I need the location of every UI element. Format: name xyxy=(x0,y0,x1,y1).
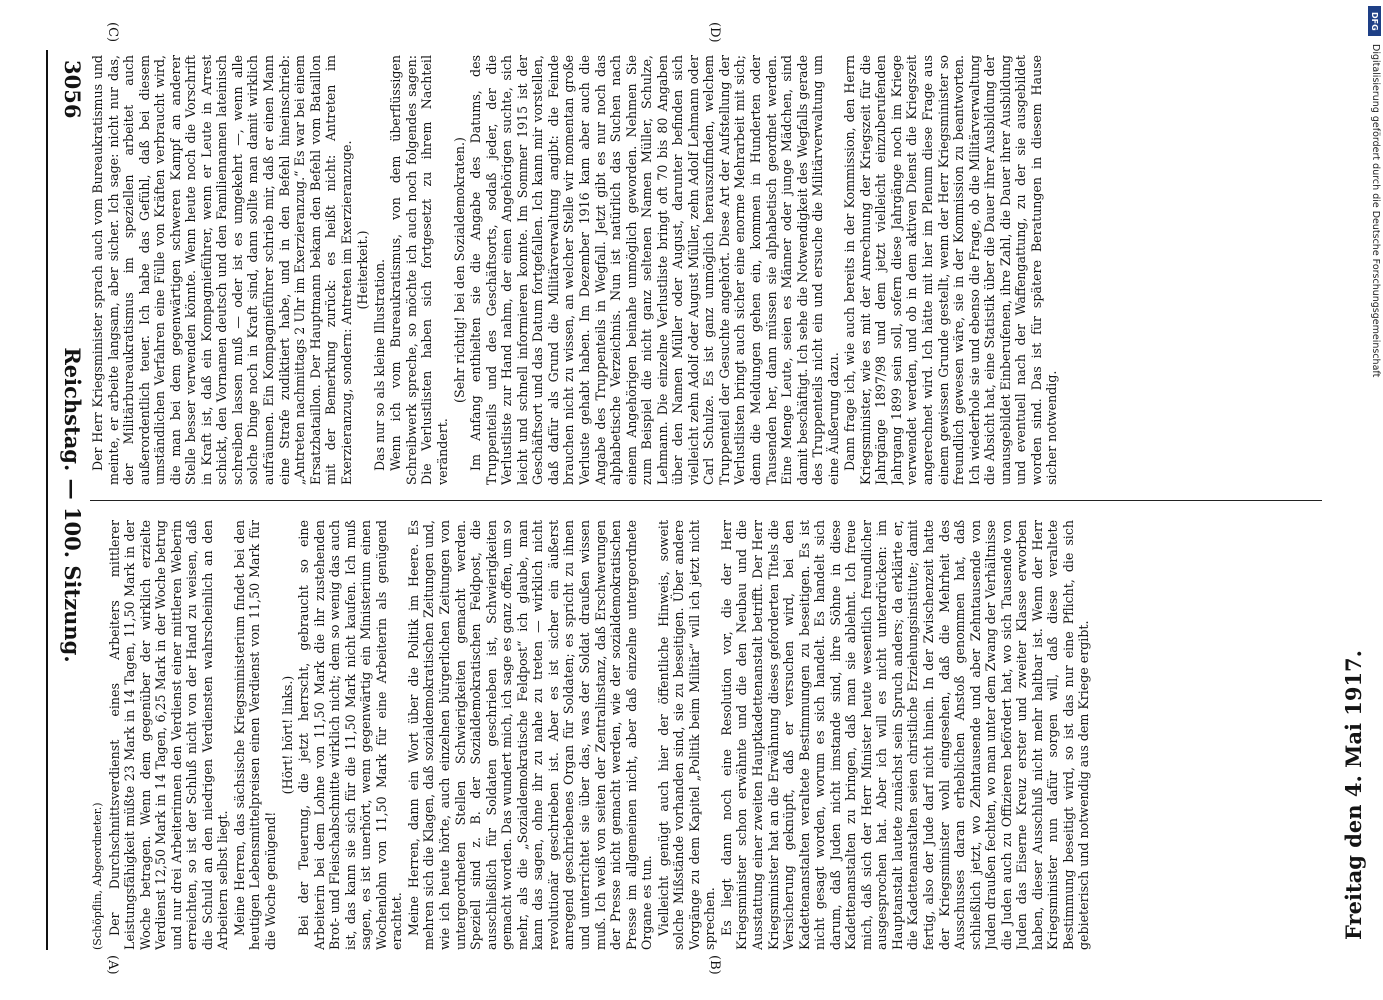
margin-marker-b: (B) xyxy=(707,955,722,975)
margin-marker-a: (A) xyxy=(105,955,120,975)
text-column-left xyxy=(90,520,1322,950)
paragraph: Im Anfang enthielten sie die Angabe des Datums, des Truppenteils und des Geschäftsorts, sodaß jeder, der die Verlustliste zur Hand nahm, der einen Angehörigen suchte, sich leicht und schnell informieren konnte. Im Sommer 1915 ist der Geschäftsort und das Datum fortgefallen. Ich kann mir vorstellen, daß dafür als Grund die Militärverwaltung angibt: die Feinde brauchen nicht zu wissen, an welcher Stelle wir momentan große Verluste gehabt haben. Im Dezember 1916 kam aber auch die Angabe des Truppenteils in Wegfall. Jetzt gibt es nur noch das alphabetische Verzeichnis. Nun ist natürlich das Suchen nach einem Angehörigen beinahe unmöglich geworden. Nehmen Sie zum Beispiel die nicht ganz seltenen Namen Müller, Schulze, Lehmann. Die einzelne Verlustliste bringt oft 70 bis 80 Angaben über den Namen Müller oder August, darunter befinden sich vielleicht zehn Adolf oder August Müller, zehn Adolf Lehmann oder Carl Schulze. Es ist ganz unmöglich herauszufinden, welchem Truppenteil der Gesuchte angehört. Diese Art der Aufstellung der Verlustlisten bringt auch sicher eine enorme Mehrarbeit mit sich; denn die Meldungen gehen ein, kommen in Hunderten oder Tausenden her, dann müssen sie alphabetisch geordnet werden. Eine Menge Leute, seien es Männer oder junge Mädchen, sind damit beschäftigt. Ich sehe die Notwendigkeit des Wegfalls gerade des Truppenteils nicht ein und ersuche die Militärverwaltung um eine Äußerung dazu. xyxy=(468,55,841,485)
digitization-credit: Digitalisierung gefördert durch die Deutsche Forschungsgemeinschaft xyxy=(1370,44,1381,378)
paragraph: Der Durchschnittsverdienst eines Arbeiters mittlerer Leistungsfähigkeit müßte 23 Mark in 14 Tagen, 11,50 Mark in der Woche betragen. Wenn dem gegenüber der wirklich erzielte Verdienst 12,50 Mark in 14 Tagen, 6,25 Mark in der Woche betrug und nur drei Arbeiterinnen den Verdienst einer mittleren Weberin erreichten, so ist der Schluß nicht von der Hand zu weisen, daß die Schuld an den niedrigen Verdiensten wahrscheinlich an den Arbeitern selbst liegt. xyxy=(106,520,231,950)
paragraph: Meine Herren, dann ein Wort über die Politik im Heere. Es mehren sich die Klagen, daß sozialdemokratischen Zeitungen und, wie ich heute hörte, auch einzelnen bürgerlichen Zeitungen von untergeordneten Stellen Schwierigkeiten gemacht werden. Speziell sind z. B. der Sozialdemokratischen Feldpost, die ausschließlich für Soldaten geschrieben ist, Schwierigkeiten gemacht worden. Das wundert mich, ich sage es ganz offen, um so mehr, als die „Sozialdemokratische Feldpost“ ich glaube, man kann das sagen, ohne ihr zu nahe zu treten — wirklich nicht revolutionär geschrieben ist. Aber es ist sicher ein äußerst anregend geschriebenes Organ für Soldaten; es spricht zu ihnen und unterrichtet sie über das, was der Soldat draußen wissen muß. Ich weiß von seiten der Zentralinstanz, daß Erschwerungen der Presse nicht gemacht werden, wie der sozialdemokratischen Presse im allgemeinen nicht, aber daß einzelne untergeordnete Organe es tun. xyxy=(405,520,655,950)
speaker-label: (Schöpflin, Abgeordneter.) xyxy=(91,802,104,950)
paragraph: Bei der Teuerung, die jetzt herrscht, gebraucht so eine Arbeiterin bei dem Lohne von 11,50 Mark die ihr zustehenden Brot- und Fleischabschnitte wirklich nicht; dem so wenig das auch ist, das kann sie sich für die 11,50 Mark nicht kaufen. Ich muß sagen, es ist unerhört, wenn gegenwärtig ein Ministerium einen Wochenlohn von 11,50 Mark für eine Arbeiterin als genügend erachtet. xyxy=(296,520,405,950)
margin-marker-c: (C) xyxy=(105,22,120,43)
paragraph: Es liegt dann noch eine Resolution vor, die der Herr Kriegsminister schon erwähnte und die den Neubau und die Ausstattung einer zweiten Hauptkadettenanstalt betrifft. Der Herr Kriegsminister hat an die Erwähnung dieses geforderten Titels die Versicherung geknüpft, daß er versuchen wird, bei den Kadettenanstalten veraltete Bestimmungen zu beseitigen. Es ist nicht gesagt worden, worum es sich handelt. Es handelt sich darum, daß Juden nicht imstande sind, ihre Söhne in diese Kadettenanstalten zu bringen, daß man sie ablehnt. Ich freue mich, daß sich der Herr Minister heute wesentlich freundlicher ausgesprochen hat. Aber ich will es nicht unterdrücken: im Hauptanstalt lautete zunächst sein Spruch anders; da erklärte er, die Kadettenanstalten seien christliche Erziehungsinstitute; damit fertig, also der Jude darf nicht hinein. In der Zwischenzeit hatte der Kriegsminister wohl eingesehen, daß die Mehrheit des Ausschusses daran erheblichen Anstoß genommen hat, daß schließlich jetzt, wo Zehntausende und aber Zehntausende von Juden draußen fechten, wo man unter dem Zwang der Verhältnisse die Juden auch zu Offizieren befördert hat, wo sich Tausende von Juden das Eiserne Kreuz erster und zweiter Klasse erworben haben, dieser Ausschluß nicht mehr haltbar ist. Wenn der Herr Kriegsminister nun dafür sorgen will, daß diese veraltete Bestimmung beseitigt wird, so ist das nur eine Pflicht, die sich gebieterisch und notwendig aus dem Kriege ergibt. xyxy=(718,520,1092,950)
paragraph: Wenn ich vom Bureaukratismus, von dem überflüssigen Schreibwerk spreche, so möchte ich auch noch folgendes sagen: Die Verlustlisten haben sich fortgesetzt zu ihrem Nachteil verändert. xyxy=(388,55,451,485)
document-page xyxy=(20,0,1366,1000)
dfg-logo: DFG xyxy=(1368,6,1381,36)
page-number: 3056 xyxy=(60,60,85,119)
interjection: (Heiterkeit.) xyxy=(355,230,371,310)
paragraph: Der Herr Kriegsminister sprach auch vom Bureaukratismus und meinte, er arbeite langsam, aber sicher. Ich sage: nicht nur das, der Militärbureaukratismus im speziellen arbeitet auch außerordentlich teuer. Ich habe das Gefühl, daß bei diesem umständlichen Verfahren eine Fülle von Kräften verbraucht wird, die man bei dem gegenwärtigen schweren Kampf an anderer Stelle besser verwenden könnte. Wenn heute noch die Vorschrift in Kraft ist, daß ein Kompagnieführer, wenn er Leute in Arrest schickt, den Vornamen deutsch und den Familiennamen lateinisch schreiben lassen muß — oder ist es umgekehrt —, wenn alle solche Dinge noch in Kraft sind, dann sollte man damit wirklich aufräumen. Ein Kompagnieführer schrieb mir, daß er einen Mann eine Strafe zudiktiert habe, und in den Befehl hineinschrieb: „Antreten nachmittags 2 Uhr im Exerzieranzug.“ Es war bei einem Ersatzbataillon. Der Hauptmann bekam den Befehl vom Bataillon mit der Bemerkung zurück: es heißt nicht: Antreten im Exerzieranzug, sondern: Antreten im Exerzieranzuge. xyxy=(90,55,354,485)
paragraph: Dann frage ich, wie auch bereits in der Kommission, den Herrn Kriegsminister, wie es mit der Anrechnung der Kriegszeit für die Jahrgänge 1897/98 und dem jetzt vielleicht einzuberufenden Jahrgang 1899 sein soll, sofern diese Jahrgänge noch im Kriege verwendet werden, und ob in dem aktiven Dienst die Kriegszeit angerechnet wird. Ich hätte mit hier im Plenum diese Frage aus einem gewissen Grunde gestellt, wenn der Herr Kriegsminister so freundlich gewesen wäre, sie in der Kommission zu beantworten. Ich wiederhole sie und ebenso die Frage, ob die Militärverwaltung die Absicht hat, eine Statistik über die Dauer ihrer Ausbildung der unausgebildet Einberufenen, ihre Zahl, die Dauer ihrer Ausbildung und eventuell nach der Waffengattung, zu der sie ausgebildet worden sind. Das ist für spätere Beratungen in diesem Hause sicher notwendig. xyxy=(842,55,1060,485)
page-header-right xyxy=(1332,60,1366,940)
interjection: (Hört! hört! links.) xyxy=(279,675,295,795)
page-header xyxy=(51,60,85,950)
column-divider xyxy=(90,500,1322,501)
interjection: (Sehr richtig! bei den Sozialdemokraten.) xyxy=(451,137,467,403)
date-title: Freitag den 4. Mai 1917. xyxy=(1341,649,1366,940)
paragraph: Meine Herren, das sächsische Kriegsministerium findet bei den heutigen Lebensmittelpreisen einen Verdienst von 11,50 Mark für die Woche genügend! xyxy=(231,520,279,950)
margin-marker-d: (D) xyxy=(707,22,722,43)
text-column-right xyxy=(90,55,1322,485)
paragraph: Das nur so als kleine Illustration. xyxy=(371,258,387,471)
paragraph: Vielleicht genügt auch hier der öffentliche Hinweis, soweit solche Mißstände vorhanden sind, sie zu beseitigen. Über andere Vorgänge zu dem Kapitel „Politik beim Militär“ will ich jetzt nicht sprechen. xyxy=(655,520,718,950)
session-title: Reichstag. — 100. Sitzung. xyxy=(60,347,85,663)
header-rule xyxy=(46,50,48,950)
